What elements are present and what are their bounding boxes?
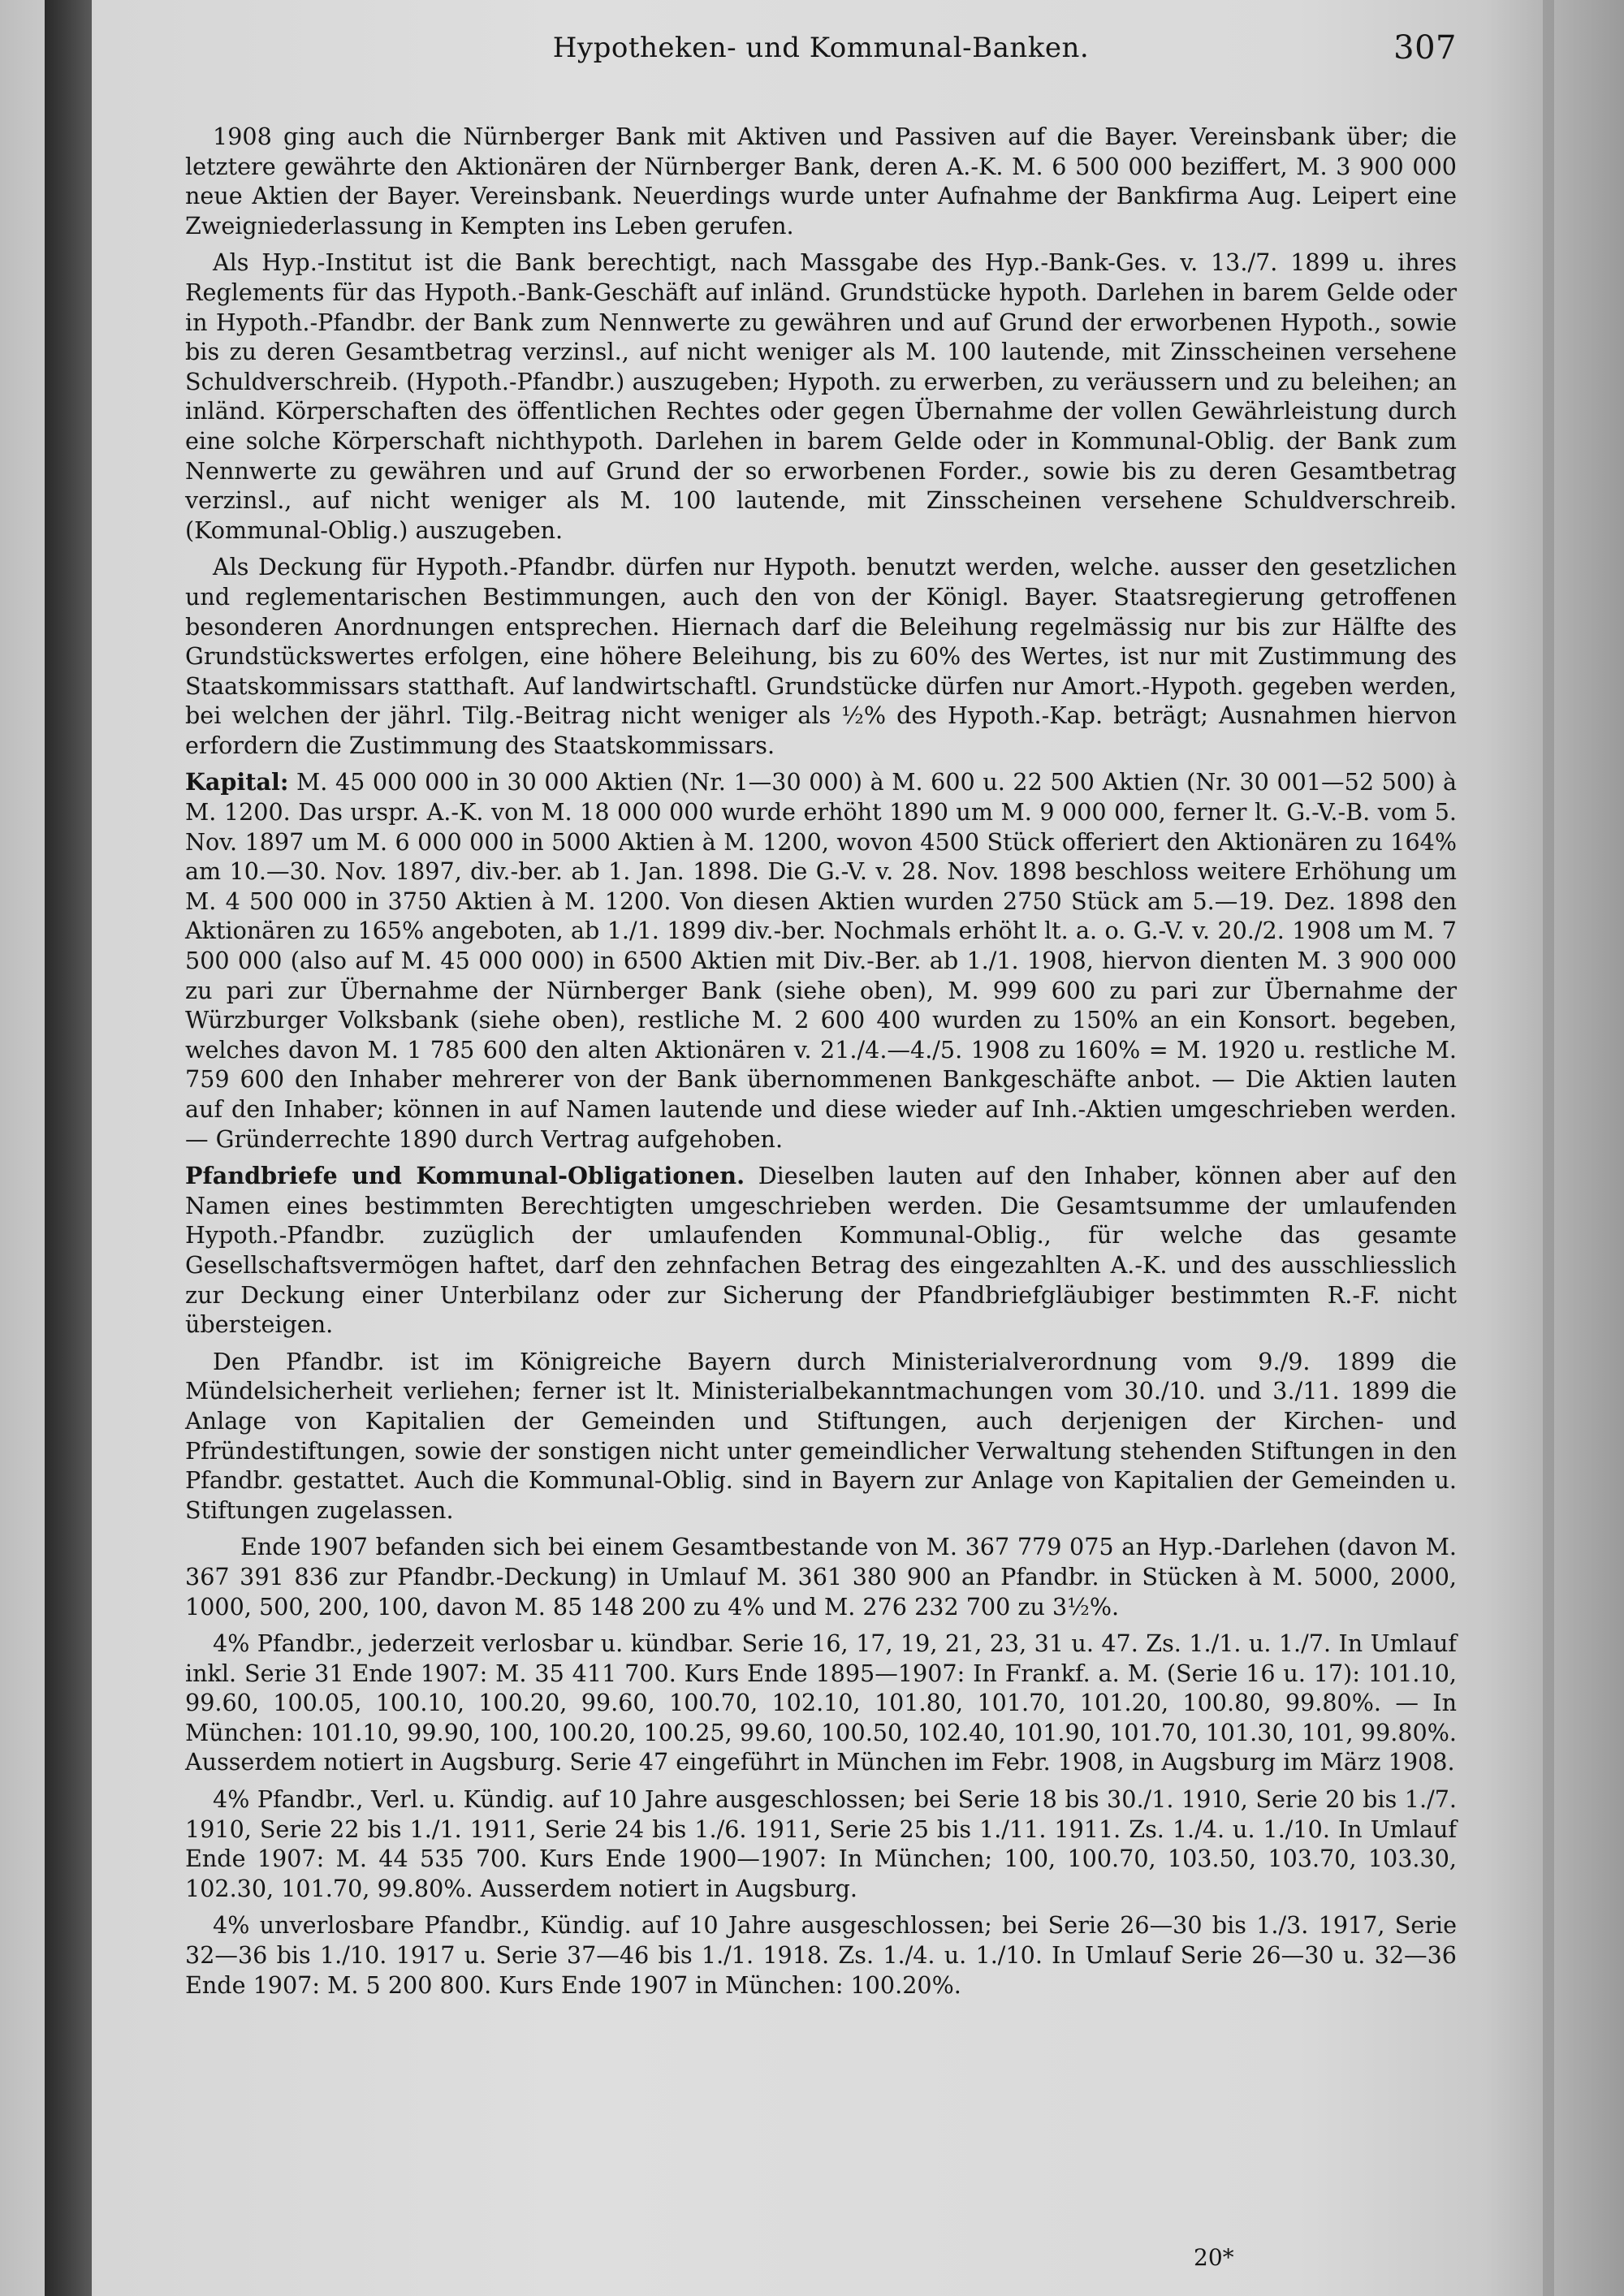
book-binding-shadow xyxy=(45,0,92,2296)
paragraph-4pct-unverlosbar: 4% unverlosbare Pfandbr., Kündig. auf 10 Jahre ausgeschlossen; bei Serie 26—30 bis 1./3. 1917, Serie 32—36 bis 1./10. 1917 u. Serie 37—46 bis 1./1. 1918. Zs. 1./4. u. 1./10. In Umlauf Serie 26—30 u. 32—36 Ende 1907: M. 5 200 800. Kurs Ende 1907 in München: 100.20%. xyxy=(185,1911,1457,1999)
section-title-kapital: Kapital: xyxy=(185,768,289,796)
section-title-pfandbriefe: Pfandbriefe und Kommunal-Obligationen. xyxy=(185,1162,745,1190)
document-page xyxy=(185,24,1457,2007)
page-number: 307 xyxy=(1393,29,1457,67)
paragraph-kapital xyxy=(185,767,1457,1154)
page-edge-shadow xyxy=(1543,0,1554,2296)
paragraph-nuernberger-bank: 1908 ging auch die Nürnberger Bank mit Aktiven und Passiven auf die Bayer. Vereinsbank über; die letztere gewährte den Aktionären der Nürnberger Bank, deren A.-K. M. 6 500 000 beziffert, M. 3 900 000 neue Aktien der Bayer. Vereinsbank. Neuerdings wurde unter Aufnahme der Bankfirma Aug. Leipert eine Zweigniederlassung in Kempten ins Leben gerufen. xyxy=(185,123,1457,240)
paragraph-muendelsicherheit: Den Pfandbr. ist im Königreiche Bayern durch Ministerialverordnung vom 9./9. 1899 die Mündelsicherheit verliehen; ferner ist lt. Ministerialbekanntmachungen vom 30./10. und 3./11. 1899 die Anlage von Kapitalien der Gemeinden und Stiftungen, auch derjenigen der Kirchen- und Pfründestiftungen, sowie der sonstigen nicht unter gemeindlicher Verwaltung stehenden Stiftungen in den Pfandbr. gestattet. Auch die Kommunal-Oblig. sind in Bayern zur Anlage von Kapitalien der Gemeinden u. Stiftungen zugelassen. xyxy=(185,1347,1457,1524)
paragraph-hyp-institut: Als Hyp.-Institut ist die Bank berechtigt, nach Massgabe des Hyp.-Bank-Ges. v. 13./7. 1899 u. ihres Reglements für das Hypoth.-Bank-Geschäft auf inländ. Grundstücke hypoth. Darlehen in barem Gelde oder in Hypoth.-Pfandbr. der Bank zum Nennwerte zu gewähren und auf Grund der erworbenen Hypoth., sowie bis zu deren Gesamtbetrag verzinsl., auf nicht weniger als M. 100 lautende, mit Zinsscheinen versehene Schuldverschreib. (Hypoth.-Pfandbr.) auszugeben; Hypoth. zu erwerben, zu veräussern und zu beleihen; an inländ. Körperschaften des öffentlichen Rechtes oder gegen Übernahme der vollen Gewährleistung durch eine solche Körperschaft nichthypoth. Darlehen in barem Gelde oder in Kommunal-Oblig. der Bank zum Nennwerte zu gewähren und auf Grund der so erworbenen Forder., sowie bis zu deren Gesamtbetrag verzinsl., auf nicht weniger als M. 100 lautende, mit Zinsscheinen versehene Schuldverschreib. (Kommunal-Oblig.) auszugeben. xyxy=(185,248,1457,544)
signature-mark: 20* xyxy=(1194,2244,1234,2271)
running-header xyxy=(185,24,1457,71)
paragraph-deckung: Als Deckung für Hypoth.-Pfandbr. dürfen nur Hypoth. benutzt werden, welche. ausser den gesetzlichen und reglementarischen Bestimmungen, auch den von der Königl. Bayer. Staatsregierung getroffenen besonderen Anordnungen entsprechen. Hiernach darf die Beleihung regelmässig nur bis zur Hälfte des Grundstückswertes erfolgen, eine höhere Beleihung, bis zu 60% des Wertes, ist nur mit Zustimmung des Staatskommissars statthaft. Auf landwirtschaftl. Grundstücke dürfen nur Amort.-Hypoth. gegeben werden, bei welchen der jährl. Tilg.-Beitrag nicht weniger als ½% des Hypoth.-Kap. beträgt; Ausnahmen hiervon erfordern die Zustimmung des Staatskommissars. xyxy=(185,553,1457,759)
header-title: Hypotheken- und Kommunal-Banken. xyxy=(552,32,1090,64)
paragraph-4pct-verlosbar: 4% Pfandbr., jederzeit verlosbar u. kündbar. Serie 16, 17, 19, 21, 23, 31 u. 47. Zs. 1./1. u. 1./7. In Umlauf inkl. Serie 31 Ende 1907: M. 35 411 700. Kurs Ende 1895—1907: In Frankf. a. M. (Serie 16 u. 17): 101.10, 99.60, 100.05, 100.10, 100.20, 99.60, 100.70, 102.10, 101.80, 101.70, 101.20, 100.80, 99.80%. — In München: 101.10, 99.90, 100, 100.20, 100.25, 99.60, 100.50, 102.40, 101.90, 101.70, 101.30, 101, 99.80%. Ausserdem notiert in Augsburg. Serie 47 eingeführt in München im Febr. 1908, in Augsburg im März 1908. xyxy=(185,1629,1457,1776)
paragraph-pfandbriefe xyxy=(185,1161,1457,1340)
paragraph-ende-1907: Ende 1907 befanden sich bei einem Gesamtbestande von M. 367 779 075 an Hyp.-Darlehen (davon M. 367 391 836 zur Pfandbr.-Deckung) in Umlauf M. 361 380 900 an Pfandbr. in Stücken à M. 5000, 2000, 1000, 500, 200, 100, davon M. 85 148 200 zu 4% und M. 276 232 700 zu 3½%. xyxy=(185,1533,1457,1621)
body-text xyxy=(185,122,1457,2000)
pfandbriefe-text: Dieselben lauten auf den Inhaber, können aber auf den Namen eines bestimmten Berechtigten umgeschrieben werden. Die Gesamtsumme der umlaufenden Hypoth.-Pfandbr. zuzüglich der umlaufenden Kommunal-Oblig., für welche das gesamte Gesellschaftsvermögen haftet, darf den zehnfachen Betrag des eingezahlten A.-K. und des ausschliesslich zur Deckung einer Unterbilanz oder zur Sicherung der Pfandbriefgläubiger bestimmten R.-F. nicht übersteigen. xyxy=(185,1162,1457,1339)
kapital-text: M. 45 000 000 in 30 000 Aktien (Nr. 1—30 000) à M. 600 u. 22 500 Aktien (Nr. 30 001—52 500) à M. 1200. Das urspr. A.-K. von M. 18 000 000 wurde erhöht 1890 um M. 9 000 000, ferner lt. G.-V.-B. vom 5. Nov. 1897 um M. 6 000 000 in 5000 Aktien à M. 1200, wovon 4500 Stück offeriert den Aktionären zu 164% am 10.—30. Nov. 1897, div.-ber. ab 1. Jan. 1898. Die G.-V. v. 28. Nov. 1898 beschloss weitere Erhöhung um M. 4 500 000 in 3750 Aktien à M. 1200. Von diesen Aktien wurden 2750 Stück am 5.—19. Dez. 1898 den Aktionären zu 165% angeboten, ab 1./1. 1899 div.-ber. Nochmals erhöht lt. a. o. G.-V. v. 20./2. 1908 um M. 7 500 000 (also auf M. 45 000 000) in 6500 Aktien mit Div.-Ber. ab 1./1. 1908, hiervon dienten M. 3 900 000 zu pari zur Übernahme der Nürnberger Bank (siehe oben), M. 999 600 zu pari zur Übernahme der Würzburger Volksbank (siehe oben), restliche M. 2 600 400 wurden zu 150% an ein Konsort. begeben, welches davon M. 1 785 600 den alten Aktionären v. 21./4.—4./5. 1908 zu 160% = M. 1920 u. restliche M. 759 600 den Inhaber mehrerer von der Bank übernommenen Bankgeschäfte anbot. — Die Aktien lauten auf den Inhaber; können in auf Namen lautende und diese wieder auf Inh.-Aktien umgeschrieben werden. — Gründerrechte 1890 durch Vertrag aufgehoben. xyxy=(185,768,1457,1153)
paragraph-4pct-verl-kuendig: 4% Pfandbr., Verl. u. Kündig. auf 10 Jahre ausgeschlossen; bei Serie 18 bis 30./1. 1910, Serie 20 bis 1./7. 1910, Serie 22 bis 1./1. 1911, Serie 24 bis 1./6. 1911, Serie 25 bis 1./11. 1911. Zs. 1./4. u. 1./10. In Umlauf Ende 1907: M. 44 535 700. Kurs Ende 1900—1907: In München; 100, 100.70, 103.50, 103.70, 103.30, 102.30, 101.70, 99.80%. Ausserdem notiert in Augsburg. xyxy=(185,1785,1457,1902)
